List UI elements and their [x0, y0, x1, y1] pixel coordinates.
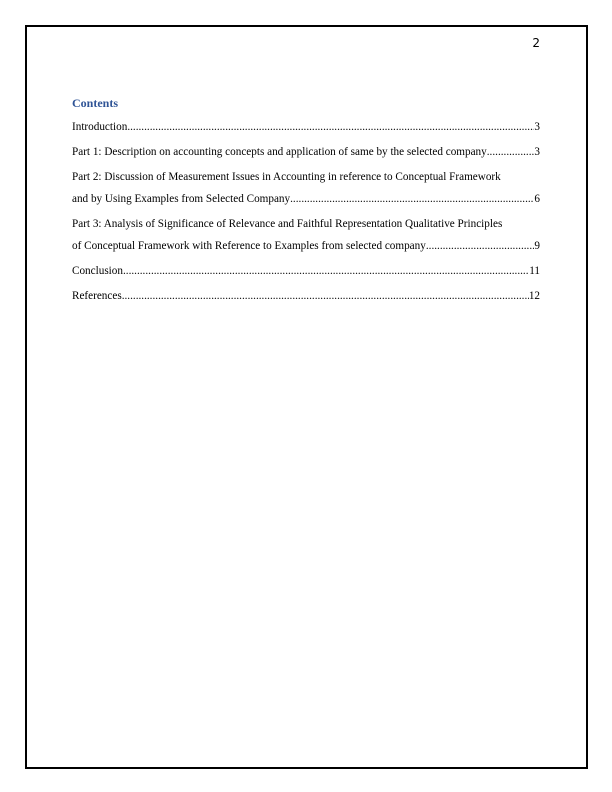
toc-entry-conclusion[interactable] — [72, 260, 540, 282]
toc-page-number: 11 — [529, 265, 540, 277]
toc-entry-title: Part 1: Description on accounting concepts and application of same by the selected company — [72, 146, 487, 158]
toc-entry-title: References — [72, 290, 122, 302]
toc-entry-part-3[interactable] — [72, 213, 540, 257]
toc-entry-title-line-2: of Conceptual Framework with Reference to Examples from selected company — [72, 240, 426, 252]
page-number: 2 — [532, 36, 540, 50]
toc-line — [72, 188, 540, 210]
toc-leader-dots — [487, 141, 535, 163]
toc-entry-title-line-1: Part 3: Analysis of Significance of Relevance and Faithful Representation Qualitative Principles — [72, 218, 503, 230]
table-of-contents — [72, 116, 540, 310]
toc-entry-introduction[interactable] — [72, 116, 540, 138]
toc-page-number: 12 — [528, 290, 540, 302]
toc-line — [72, 260, 540, 282]
toc-entry-title-line-2: and by Using Examples from Selected Company — [72, 193, 291, 205]
toc-entry-part-1[interactable] — [72, 141, 540, 163]
toc-page-number: 6 — [534, 193, 540, 205]
toc-leader-dots — [122, 285, 529, 307]
toc-entry-title: Introduction — [72, 121, 128, 133]
toc-leader-dots — [290, 188, 534, 210]
toc-page-number: 9 — [534, 240, 540, 252]
toc-leader-dots — [426, 235, 535, 257]
toc-line — [72, 116, 540, 138]
toc-entry-title: Conclusion — [72, 265, 123, 277]
toc-entry-part-2[interactable] — [72, 166, 540, 210]
toc-line — [72, 285, 540, 307]
toc-entry-references[interactable] — [72, 285, 540, 307]
toc-leader-dots — [127, 116, 534, 138]
contents-heading: Contents — [72, 96, 119, 110]
toc-line — [72, 141, 540, 163]
toc-page-number: 3 — [534, 146, 540, 158]
toc-page-number: 3 — [534, 121, 540, 133]
toc-entry-title-line-1: Part 2: Discussion of Measurement Issues in Accounting in reference to Conceptual Framework — [72, 171, 501, 183]
toc-leader-dots — [123, 260, 529, 282]
toc-line — [72, 235, 540, 257]
